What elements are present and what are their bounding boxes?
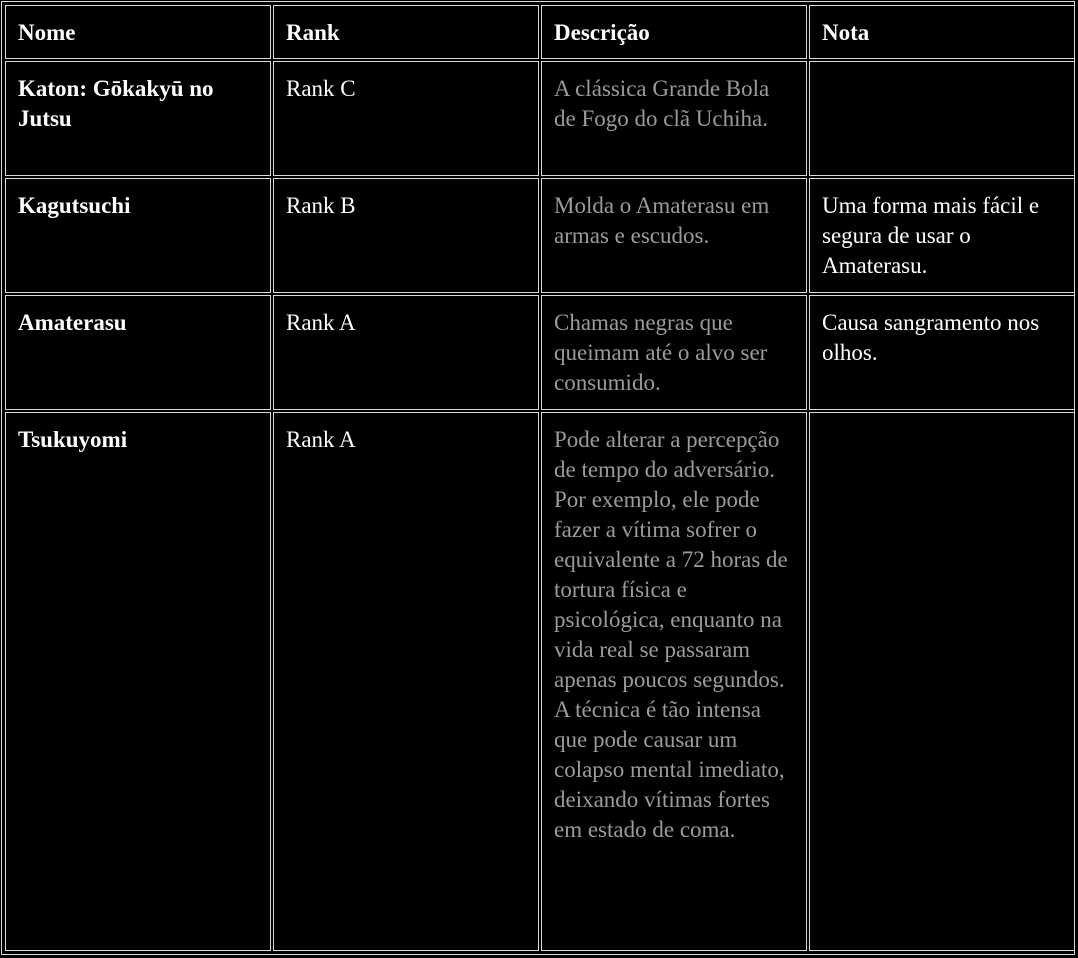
table-row [5,61,1075,176]
cell-rank: Rank A [273,295,539,410]
cell-rank: Rank C [273,61,539,176]
cell-nome: Katon: Gōkakyū no Jutsu [5,61,271,176]
cell-rank: Rank B [273,178,539,293]
cell-nota: Uma forma mais fácil e segura de usar o Amaterasu. [809,178,1075,293]
header-rank: Rank [273,5,539,59]
jutsu-table-frame [1,1,1075,955]
header-descricao: Descrição [541,5,807,59]
cell-nota [809,412,1075,951]
table-row [5,178,1075,293]
cell-nome: Kagutsuchi [5,178,271,293]
cell-descricao: Pode alterar a percepção de tempo do adversário. Por exemplo, ele pode fazer a vítima sofrer o equivalente a 72 horas de tortura física e psicológica, enquanto na vida real se passaram apenas poucos segundos. A técnica é tão intensa que pode causar um colapso mental imediato, deixando vítimas fortes em estado de coma. [541,412,807,951]
cell-nome: Tsukuyomi [5,412,271,951]
table-row [5,412,1075,951]
cell-nota [809,61,1075,176]
cell-nome: Amaterasu [5,295,271,410]
header-nota: Nota [809,5,1075,59]
cell-descricao: Chamas negras que queimam até o alvo ser consumido. [541,295,807,410]
table-row [5,295,1075,410]
cell-rank: Rank A [273,412,539,951]
cell-descricao: A clássica Grande Bola de Fogo do clã Uchiha. [541,61,807,176]
header-nome: Nome [5,5,271,59]
cell-nota: Causa sangramento nos olhos. [809,295,1075,410]
table-header-row [5,5,1075,59]
jutsu-table [3,3,1077,953]
cell-descricao: Molda o Amaterasu em armas e escudos. [541,178,807,293]
